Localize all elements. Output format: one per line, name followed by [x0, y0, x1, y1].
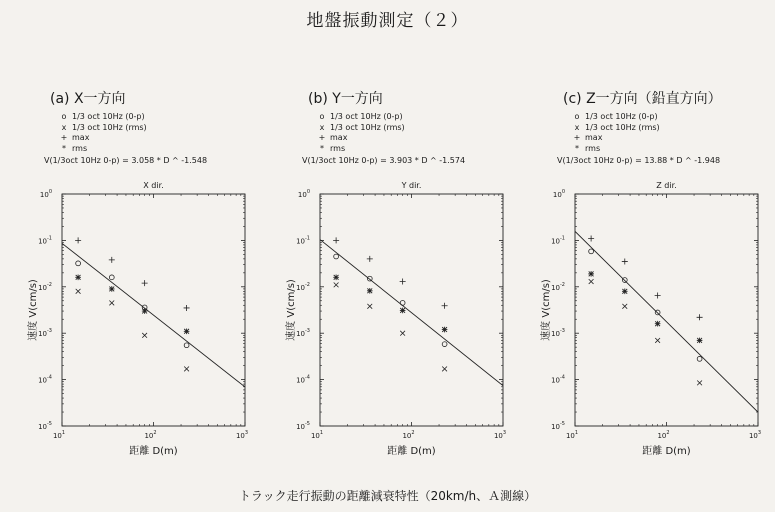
x-tick-exponent: 3	[502, 430, 507, 436]
plot-area	[539, 181, 761, 457]
y-tick-exponent: 0	[306, 189, 310, 195]
x-tick-label: $10^2$	[657, 430, 670, 440]
legend-label: 1/3 oct 10Hz (0-p)	[72, 112, 145, 121]
legend-marker: x	[319, 122, 325, 132]
marker-rms	[75, 275, 81, 281]
legend-item	[56, 112, 147, 123]
legend-marker: +	[60, 133, 68, 142]
marker-rms-oct	[109, 300, 114, 305]
y-tick-label: $10^{-3}$	[296, 328, 310, 339]
legend-marker: *	[320, 143, 324, 153]
y-axis-label: 速度 V(cm/s)	[28, 279, 39, 341]
y-tick-label: $10^{-2}$	[296, 281, 310, 292]
marker-max	[184, 305, 190, 311]
chart-panel-y	[286, 88, 555, 483]
x-tick-exponent: 1	[319, 430, 324, 436]
marker-rms	[697, 338, 703, 344]
legend-label: 1/3 oct 10Hz (rms)	[72, 122, 147, 132]
marker-max	[333, 237, 339, 243]
y-tick-exponent: -2	[305, 281, 310, 288]
x-tick-label: $10^1$	[310, 430, 324, 440]
chart-panel-z	[541, 88, 775, 483]
legend-item	[56, 144, 147, 155]
marker-rms	[109, 286, 115, 292]
y-tick-exponent: -4	[47, 374, 52, 381]
marker-rms-oct	[589, 279, 594, 284]
regression-line	[575, 231, 758, 412]
y-tick-exponent: -2	[560, 281, 565, 288]
legend-label: rms	[72, 143, 88, 153]
legend-item	[569, 112, 660, 123]
legend-item	[314, 144, 405, 155]
y-tick-label: $10^0$	[39, 189, 52, 199]
marker-rms	[367, 288, 373, 294]
chart-panel-x	[28, 88, 297, 483]
marker-rms	[333, 275, 339, 281]
y-tick-exponent: 0	[48, 189, 52, 195]
y-tick-label: $10^{-3}$	[551, 328, 565, 339]
legend-marker: *	[62, 143, 66, 153]
legend-item	[56, 133, 147, 144]
legend-label: 1/3 oct 10Hz (0-p)	[585, 112, 658, 121]
plot-title: Y dir.	[401, 181, 422, 190]
y-tick-label: $10^{-1}$	[296, 235, 310, 246]
y-tick-label: $10^{-2}$	[551, 281, 565, 292]
y-tick-exponent: 0	[561, 189, 565, 195]
marker-0p	[367, 276, 372, 281]
marker-max	[367, 256, 373, 262]
legend-label: rms	[330, 143, 346, 153]
legend	[569, 112, 660, 154]
legend-label: rms	[585, 143, 601, 153]
marker-rms-oct	[184, 367, 189, 372]
marker-max	[588, 235, 594, 241]
legend-item	[314, 123, 405, 134]
x-axis-label: 距離 D(m)	[129, 446, 178, 457]
x-tick-label: $10^1$	[52, 430, 66, 440]
legend-label: 1/3 oct 10Hz (rms)	[330, 122, 405, 132]
marker-0p	[184, 343, 189, 348]
legend-marker: +	[573, 133, 581, 142]
y-tick-exponent: -3	[305, 328, 310, 335]
y-tick-label: $10^{-1}$	[551, 235, 565, 246]
x-tick-exponent: 3	[757, 430, 762, 436]
legend-label: max	[72, 133, 90, 142]
legend	[56, 112, 147, 154]
marker-rms	[442, 327, 448, 333]
marker-rms-oct	[622, 304, 627, 309]
legend-item	[569, 123, 660, 134]
legend-label: 1/3 oct 10Hz (rms)	[585, 122, 660, 132]
y-tick-exponent: -1	[560, 235, 565, 242]
marker-rms-oct	[76, 289, 81, 294]
y-tick-exponent: -4	[305, 374, 310, 381]
panel-heading: (a) X一方向	[50, 91, 126, 107]
x-tick-exponent: 2	[411, 430, 415, 436]
y-tick-label: $10^{-1}$	[38, 235, 52, 246]
marker-0p	[334, 254, 339, 259]
plot-frame	[62, 194, 245, 426]
marker-0p	[109, 275, 114, 280]
plot-frame	[320, 194, 503, 426]
plot-title: Z dir.	[656, 181, 677, 190]
marker-0p	[76, 261, 81, 266]
y-tick-exponent: -2	[47, 281, 52, 288]
legend-item	[314, 133, 405, 144]
y-tick-label: $10^{-4}$	[38, 374, 52, 385]
y-axis-label: 速度 V(cm/s)	[286, 279, 297, 341]
regression-line	[320, 240, 503, 386]
marker-max	[142, 280, 148, 286]
regression-line	[62, 243, 245, 387]
marker-max	[442, 303, 448, 309]
scatter-plot	[28, 178, 297, 458]
x-tick-label: $10^3$	[235, 430, 249, 440]
marker-rms-oct	[697, 380, 702, 385]
legend-label: max	[330, 133, 348, 142]
y-tick-label: $10^0$	[552, 189, 565, 199]
x-tick-exponent: 3	[244, 430, 249, 436]
y-tick-exponent: -4	[560, 374, 565, 381]
marker-max	[75, 237, 81, 243]
marker-rms-oct	[400, 331, 405, 336]
marker-max	[400, 279, 406, 285]
legend	[314, 112, 405, 154]
plot-title: X dir.	[143, 181, 164, 190]
regression-formula: V(1/3oct 10Hz 0-p) = 3.058 * D ^ -1.548	[44, 156, 208, 165]
scatter-plot	[286, 178, 555, 458]
marker-max	[622, 259, 628, 265]
y-tick-exponent: -1	[305, 235, 310, 242]
y-tick-label: $10^{-5}$	[296, 421, 310, 431]
y-tick-label: $10^0$	[297, 189, 310, 199]
y-tick-exponent: -1	[47, 235, 52, 242]
y-axis-label: 速度 V(cm/s)	[541, 279, 552, 341]
x-tick-exponent: 2	[153, 430, 157, 436]
legend-marker: o	[61, 112, 67, 121]
x-tick-label: $10^2$	[402, 430, 415, 440]
legend-marker: x	[574, 122, 580, 132]
x-tick-label: $10^1$	[565, 430, 579, 440]
marker-rms-oct	[367, 304, 372, 309]
marker-rms-oct	[442, 367, 447, 372]
marker-0p	[589, 249, 594, 254]
panel-heading: (c) Z一方向（鉛直方向）	[563, 91, 722, 107]
marker-rms	[655, 321, 661, 327]
marker-max	[697, 314, 703, 320]
y-tick-exponent: -5	[305, 421, 310, 427]
x-tick-label: $10^3$	[493, 430, 507, 440]
legend-marker: x	[61, 122, 67, 132]
legend-label: max	[585, 133, 603, 142]
plot-frame	[575, 194, 758, 426]
marker-max	[109, 257, 115, 263]
y-tick-label: $10^{-4}$	[551, 374, 565, 385]
marker-rms-oct	[142, 333, 147, 338]
plot-area	[284, 181, 506, 457]
regression-formula: V(1/3oct 10Hz 0-p) = 3.903 * D ^ -1.574	[302, 156, 466, 165]
y-tick-exponent: -3	[47, 328, 52, 335]
scatter-plot	[541, 178, 770, 458]
y-tick-label: $10^{-4}$	[296, 374, 310, 385]
y-tick-label: $10^{-5}$	[551, 421, 565, 431]
marker-0p	[442, 342, 447, 347]
legend-label: 1/3 oct 10Hz (0-p)	[330, 112, 403, 121]
legend-item	[314, 112, 405, 123]
plot-area	[26, 181, 248, 457]
legend-marker: o	[319, 112, 325, 121]
marker-max	[655, 292, 661, 298]
marker-0p	[400, 300, 405, 305]
marker-rms-oct	[655, 338, 660, 343]
y-tick-label: $10^{-5}$	[38, 421, 52, 431]
legend-marker: *	[575, 143, 579, 153]
y-tick-exponent: -5	[47, 421, 52, 427]
legend-item	[569, 133, 660, 144]
legend-marker: +	[318, 133, 326, 142]
x-tick-exponent: 2	[666, 430, 670, 436]
marker-rms	[622, 288, 628, 294]
y-tick-exponent: -3	[560, 328, 565, 335]
x-axis-label: 距離 D(m)	[642, 446, 691, 457]
marker-rms	[588, 271, 594, 277]
panel-heading: (b) Y一方向	[308, 91, 383, 107]
y-tick-label: $10^{-3}$	[38, 328, 52, 339]
marker-rms-oct	[334, 282, 339, 287]
legend-item	[569, 144, 660, 155]
x-axis-label: 距離 D(m)	[387, 446, 436, 457]
marker-rms	[400, 308, 406, 314]
x-tick-label: $10^3$	[748, 430, 762, 440]
page-title: 地盤振動測定（２）	[306, 11, 469, 31]
y-tick-label: $10^{-2}$	[38, 281, 52, 292]
figure-caption: トラック走行振動の距離減衰特性（20km/h、Ａ測線）	[238, 489, 537, 503]
legend-marker: o	[574, 112, 580, 121]
legend-item	[56, 123, 147, 134]
x-tick-exponent: 1	[61, 430, 66, 436]
marker-rms	[184, 328, 190, 334]
x-tick-exponent: 1	[574, 430, 579, 436]
marker-rms	[142, 308, 148, 314]
marker-0p	[697, 356, 702, 361]
x-tick-label: $10^2$	[144, 430, 157, 440]
regression-formula: V(1/3oct 10Hz 0-p) = 13.88 * D ^ -1.948	[557, 156, 721, 165]
y-tick-exponent: -5	[560, 421, 565, 427]
